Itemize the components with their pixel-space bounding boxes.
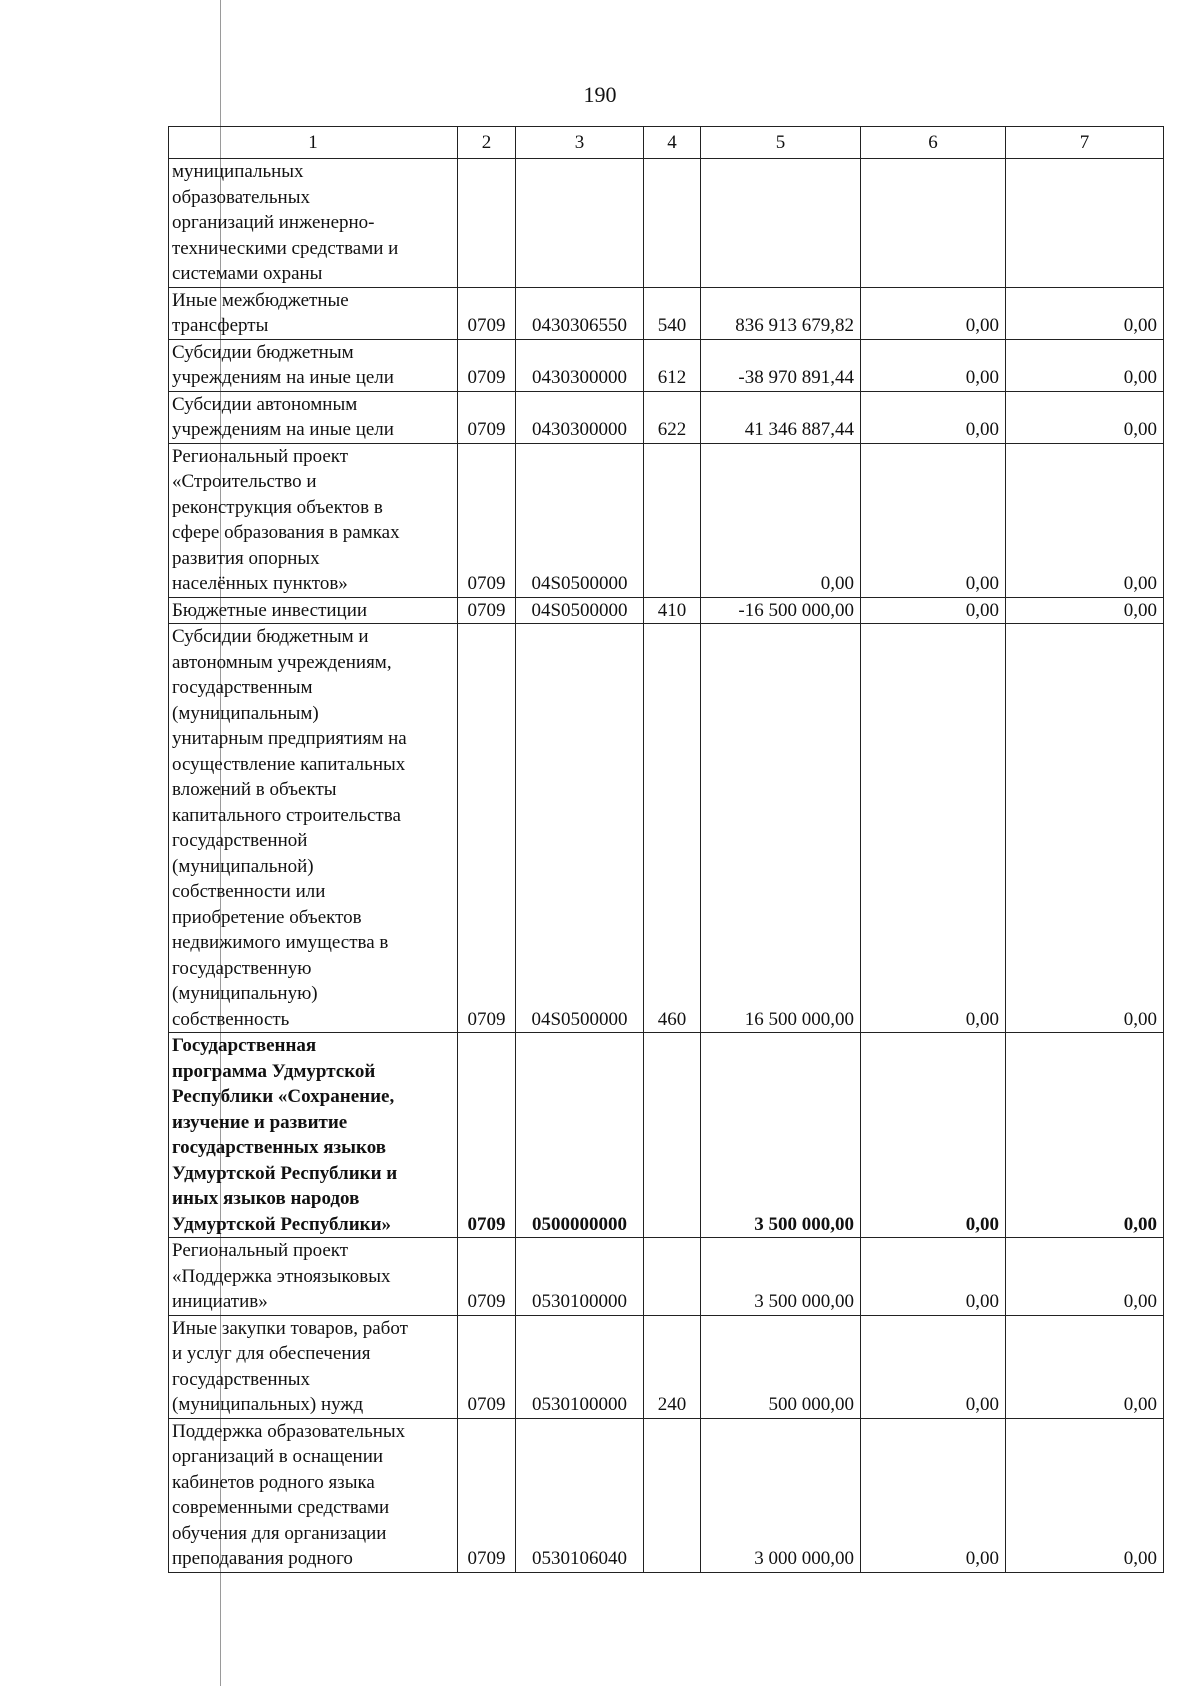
amount-cell: 0,00 — [1006, 624, 1164, 1033]
target-article-cell: 0430306550 — [516, 287, 644, 339]
expense-type-cell — [644, 1033, 701, 1238]
expense-type-cell: 622 — [644, 391, 701, 443]
section-code-cell: 0709 — [458, 1418, 516, 1572]
amount-cell: 0,00 — [861, 624, 1006, 1033]
table-row — [169, 624, 1164, 1033]
amount-cell: 0,00 — [861, 391, 1006, 443]
row-name-cell: Иные закупки товаров, работ и услуг для обеспечения государственных (муниципальных) нужд — [169, 1315, 458, 1418]
expense-type-cell: 612 — [644, 339, 701, 391]
amount-cell: 0,00 — [1006, 1418, 1164, 1572]
target-article-cell: 0430300000 — [516, 339, 644, 391]
amount-cell: 3 500 000,00 — [701, 1033, 861, 1238]
amount-cell: 0,00 — [861, 443, 1006, 597]
row-name-cell: Субсидии бюджетным и автономным учреждениям, государственным (муниципальным) унитарным предприятиям на осуществление капитальных вложений в объекты капитального строительства государственной (муниципальной) собственности или приобретение объектов недвижимого имущества в государственную (муниципальную) собственность — [169, 624, 458, 1033]
section-code-cell: 0709 — [458, 391, 516, 443]
header-cell: 7 — [1006, 127, 1164, 159]
section-code-cell: 0709 — [458, 443, 516, 597]
amount-cell: 500 000,00 — [701, 1315, 861, 1418]
amount-cell — [1006, 159, 1164, 288]
amount-cell: 0,00 — [1006, 1315, 1164, 1418]
table-row — [169, 1418, 1164, 1572]
expense-type-cell — [644, 443, 701, 597]
section-code-cell: 0709 — [458, 1033, 516, 1238]
section-code-cell: 0709 — [458, 1315, 516, 1418]
expense-type-cell: 410 — [644, 597, 701, 624]
expense-type-cell — [644, 1418, 701, 1572]
amount-cell: 0,00 — [1006, 287, 1164, 339]
amount-cell: 0,00 — [1006, 443, 1164, 597]
expense-type-cell: 460 — [644, 624, 701, 1033]
target-article-cell — [516, 159, 644, 288]
table-row — [169, 443, 1164, 597]
row-name-cell: Региональный проект «Строительство и реконструкция объектов в сфере образования в рамках развития опорных населённых пунктов» — [169, 443, 458, 597]
amount-cell: 0,00 — [861, 339, 1006, 391]
amount-cell: 16 500 000,00 — [701, 624, 861, 1033]
section-code-cell: 0709 — [458, 624, 516, 1033]
target-article-cell: 04S0500000 — [516, 624, 644, 1033]
header-cell: 1 — [169, 127, 458, 159]
amount-cell — [701, 159, 861, 288]
amount-cell: -16 500 000,00 — [701, 597, 861, 624]
table-row — [169, 597, 1164, 624]
target-article-cell: 04S0500000 — [516, 443, 644, 597]
table-row — [169, 159, 1164, 288]
target-article-cell: 0530100000 — [516, 1238, 644, 1316]
header-cell: 6 — [861, 127, 1006, 159]
amount-cell: 0,00 — [861, 287, 1006, 339]
section-code-cell — [458, 159, 516, 288]
page-number: 190 — [583, 82, 617, 107]
amount-cell: 0,00 — [861, 1315, 1006, 1418]
row-name-cell: Бюджетные инвестиции — [169, 597, 458, 624]
target-article-cell: 0500000000 — [516, 1033, 644, 1238]
header-cell: 3 — [516, 127, 644, 159]
amount-cell: 3 500 000,00 — [701, 1238, 861, 1316]
expense-type-cell: 540 — [644, 287, 701, 339]
section-code-cell: 0709 — [458, 1238, 516, 1316]
table-row — [169, 339, 1164, 391]
row-name-cell: Региональный проект «Поддержка этноязыковых инициатив» — [169, 1238, 458, 1316]
expense-type-cell — [644, 159, 701, 288]
amount-cell: 0,00 — [1006, 1033, 1164, 1238]
amount-cell: 0,00 — [1006, 597, 1164, 624]
amount-cell: 0,00 — [1006, 339, 1164, 391]
expense-type-cell: 240 — [644, 1315, 701, 1418]
row-name-cell: Государственная программа Удмуртской Республики «Сохранение, изучение и развитие государственных языков Удмуртской Республики и иных языков народов Удмуртской Республики» — [169, 1033, 458, 1238]
expense-type-cell — [644, 1238, 701, 1316]
amount-cell: 0,00 — [1006, 1238, 1164, 1316]
table-row — [169, 391, 1164, 443]
amount-cell: 0,00 — [701, 443, 861, 597]
header-cell: 4 — [644, 127, 701, 159]
row-name-cell: Субсидии автономным учреждениям на иные цели — [169, 391, 458, 443]
amount-cell: 0,00 — [861, 1418, 1006, 1572]
row-name-cell: Субсидии бюджетным учреждениям на иные цели — [169, 339, 458, 391]
table-header-row — [169, 127, 1164, 159]
target-article-cell: 0430300000 — [516, 391, 644, 443]
table-row — [169, 287, 1164, 339]
amount-cell: 41 346 887,44 — [701, 391, 861, 443]
header-cell: 5 — [701, 127, 861, 159]
amount-cell: 0,00 — [861, 1033, 1006, 1238]
amount-cell: 0,00 — [861, 1238, 1006, 1316]
table-row — [169, 1238, 1164, 1316]
target-article-cell: 04S0500000 — [516, 597, 644, 624]
target-article-cell: 0530100000 — [516, 1315, 644, 1418]
amount-cell: 836 913 679,82 — [701, 287, 861, 339]
row-name-cell: Поддержка образовательных организаций в оснащении кабинетов родного языка современными средствами обучения для организации преподавания родного — [169, 1418, 458, 1572]
section-code-cell: 0709 — [458, 287, 516, 339]
row-name-cell: Иные межбюджетные трансферты — [169, 287, 458, 339]
table-body — [169, 127, 1164, 1573]
amount-cell — [861, 159, 1006, 288]
target-article-cell: 0530106040 — [516, 1418, 644, 1572]
amount-cell: 0,00 — [1006, 391, 1164, 443]
header-cell: 2 — [458, 127, 516, 159]
section-code-cell: 0709 — [458, 339, 516, 391]
row-name-cell: муниципальных образовательных организаций инженерно- техническими средствами и системами охраны — [169, 159, 458, 288]
amount-cell: -38 970 891,44 — [701, 339, 861, 391]
budget-table — [168, 126, 1164, 1573]
amount-cell: 0,00 — [861, 597, 1006, 624]
amount-cell: 3 000 000,00 — [701, 1418, 861, 1572]
table-row — [169, 1033, 1164, 1238]
table-row — [169, 1315, 1164, 1418]
section-code-cell: 0709 — [458, 597, 516, 624]
